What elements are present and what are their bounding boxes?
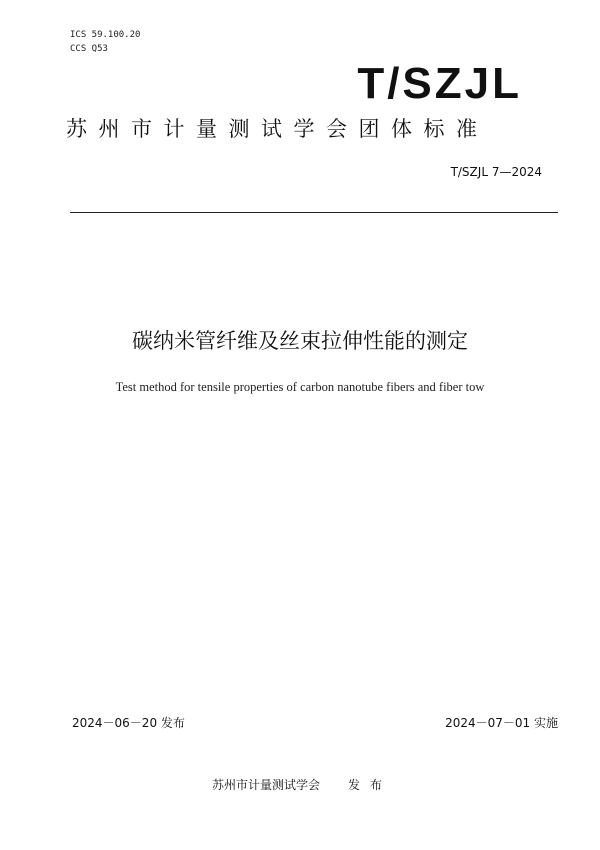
issuer-name: 苏州市计量测试学会 — [212, 778, 321, 792]
ics-code: ICS 59.100.20 — [70, 30, 141, 40]
title-english: Test method for tensile properties of carbon nanotube fibers and fiber tow — [115, 380, 485, 394]
ccs-code: CCS Q53 — [70, 44, 108, 54]
standard-designation: T/SZJL — [357, 59, 522, 108]
standard-number: T/SZJL 7—2024 — [450, 165, 542, 179]
title-chinese: 碳纳米管纤维及丝束拉伸性能的测定 — [132, 329, 468, 353]
issue-word: 发布 — [348, 778, 393, 792]
classification-codes — [70, 28, 140, 56]
association-standard-heading: 苏州市计量测试学会团体标准 — [66, 117, 489, 141]
issuer-line — [212, 776, 392, 794]
implementation-date: 2024－07－01 实施 — [445, 716, 558, 730]
header-divider — [70, 212, 558, 213]
issue-date: 2024－06－20 发布 — [72, 716, 185, 730]
